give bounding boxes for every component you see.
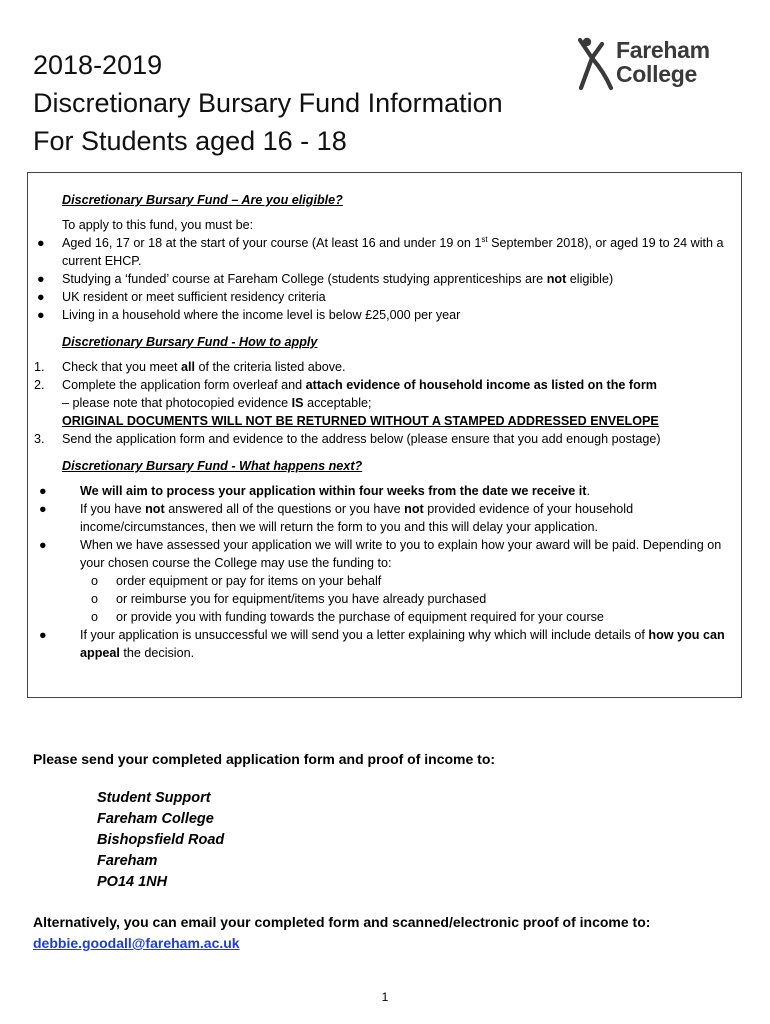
title-year: 2018-2019 [33, 50, 163, 80]
list-item: ● If you have not answered all of the questions or you have not provided evidence of your household income/circumstances, then we will return the form to you and this will delay your application. [34, 500, 734, 536]
address-line: Fareham College [97, 811, 214, 827]
email-link[interactable]: debbie.goodall@fareham.ac.uk [33, 935, 240, 951]
bullet-icon: ● [37, 236, 45, 250]
page-number: 1 [381, 990, 389, 1004]
logo-word-college: College [616, 61, 697, 87]
list-item: ● Living in a household where the income level is below £25,000 per year [34, 306, 734, 324]
list-item: ● We will aim to process your application within four weeks from the date we receive it. [34, 482, 734, 500]
title-main: Discretionary Bursary Fund Information [33, 88, 503, 118]
bullet-icon: ● [39, 484, 47, 498]
numbered-step: 2. Complete the application form overleaf and attach evidence of household income as listed on the form – please note that photocopied evidence IS acceptable; ORIGINAL DOCUMENTS WILL NOT BE RETURNED WITHOUT A STAMPED ADDRESSED ENVELOPE [34, 378, 659, 428]
email-instructions: Alternatively, you can email your completed form and scanned/electronic proof of income to: debbie.goodall@fareham.ac.uk [33, 914, 651, 951]
numbered-step: 1. Check that you meet all of the criteria listed above. [34, 360, 346, 374]
title-audience: For Students aged 16 - 18 [33, 126, 347, 156]
logo-wordmark [616, 38, 710, 86]
circle-bullet-icon: o [91, 574, 99, 588]
apply-heading: Discretionary Bursary Fund - How to apply [62, 335, 318, 349]
bullet-icon: ● [37, 290, 45, 304]
information-content [34, 191, 734, 662]
bullet-icon: ● [39, 502, 47, 516]
address-line: Fareham [97, 853, 158, 869]
bullet-icon: ● [37, 272, 45, 286]
sub-list-item: o order equipment or pay for items on your behalf [34, 572, 734, 590]
sub-list-item: o or provide you with funding towards the purchase of equipment required for your course [34, 608, 734, 626]
sub-list-item: o or reimburse you for equipment/items you have already purchased [34, 590, 734, 608]
eligibility-heading: Discretionary Bursary Fund – Are you eligible? [62, 193, 343, 207]
list-item: ● Aged 16, 17 or 18 at the start of your course (At least 16 and under 19 on 1st September 2018), or aged 19 to 24 with a current EHCP. [34, 234, 734, 270]
next-heading: Discretionary Bursary Fund - What happens next? [62, 459, 363, 473]
list-item: ● UK resident or meet sufficient residency criteria [34, 288, 734, 306]
eligibility-intro: To apply to this fund, you must be: [62, 218, 254, 232]
document-title [33, 46, 503, 160]
numbered-step: 3. Send the application form and evidence to the address below (please ensure that you add enough postage) [34, 432, 661, 446]
address-line: Student Support [97, 790, 211, 806]
list-item: ● When we have assessed your application we will write to you to explain how your award will be paid. Depending on your chosen course the College may use the funding to: [34, 536, 734, 572]
address-line: Bishopsfield Road [97, 832, 225, 848]
bullet-icon: ● [37, 308, 45, 322]
original-documents-warning: ORIGINAL DOCUMENTS WILL NOT BE RETURNED WITHOUT A STAMPED ADDRESSED ENVELOPE [62, 414, 659, 428]
list-item: ● If your application is unsuccessful we will send you a letter explaining why which will include details of how you can appeal the decision. [34, 626, 734, 662]
circle-bullet-icon: o [91, 610, 99, 624]
list-item: ● Studying a ‘funded’ course at Fareham College (students studying apprenticeships are not eligible) [34, 270, 734, 288]
postal-address [97, 788, 224, 893]
fareham-college-figure-icon [578, 36, 618, 94]
bullet-icon: ● [39, 538, 47, 552]
address-line: PO14 1NH [97, 874, 168, 890]
send-instructions: Please send your completed application form and proof of income to: [33, 751, 496, 767]
bullet-icon: ● [39, 628, 47, 642]
circle-bullet-icon: o [91, 592, 99, 606]
logo-word-fareham: Fareham [616, 37, 710, 63]
fareham-college-logo [578, 36, 738, 100]
